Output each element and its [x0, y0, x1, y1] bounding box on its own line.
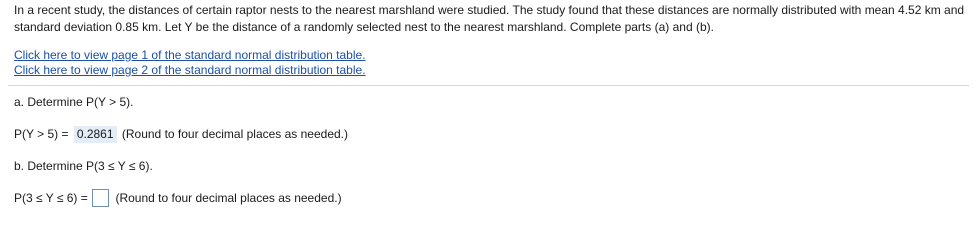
table-links — [14, 48, 366, 78]
part-b-question: b. Determine P(3 ≤ Y ≤ 6). — [14, 159, 153, 173]
part-b-rounding-hint: (Round to four decimal places as needed.) — [115, 191, 342, 205]
part-b-answer-input[interactable] — [92, 189, 109, 207]
part-a-question: a. Determine P(Y > 5). — [14, 95, 134, 109]
part-b-answer-label: P(3 ≤ Y ≤ 6) = — [14, 191, 88, 205]
part-a-answer-label: P(Y > 5) = — [14, 127, 69, 141]
problem-statement: In a recent study, the distances of certain raptor nests to the nearest marshland were studied. The study found that these distances are normally distributed with mean 4.52 km and standard deviation 0.85 km. Let Y be the distance of a randomly selected nest to the nearest marshland. Complete parts (a) and (b). — [14, 3, 965, 34]
normal-table-page-1-link[interactable]: Click here to view page 1 of the standard normal distribution table. — [14, 48, 366, 62]
part-a-rounding-hint: (Round to four decimal places as needed.) — [121, 127, 349, 141]
part-a-answer-value[interactable]: 0.2861 — [74, 126, 117, 143]
divider — [8, 85, 969, 86]
part-b-answer-row — [14, 188, 342, 208]
normal-table-page-2-link[interactable]: Click here to view page 2 of the standard normal distribution table. — [14, 63, 366, 77]
part-a-answer-row — [14, 124, 348, 144]
